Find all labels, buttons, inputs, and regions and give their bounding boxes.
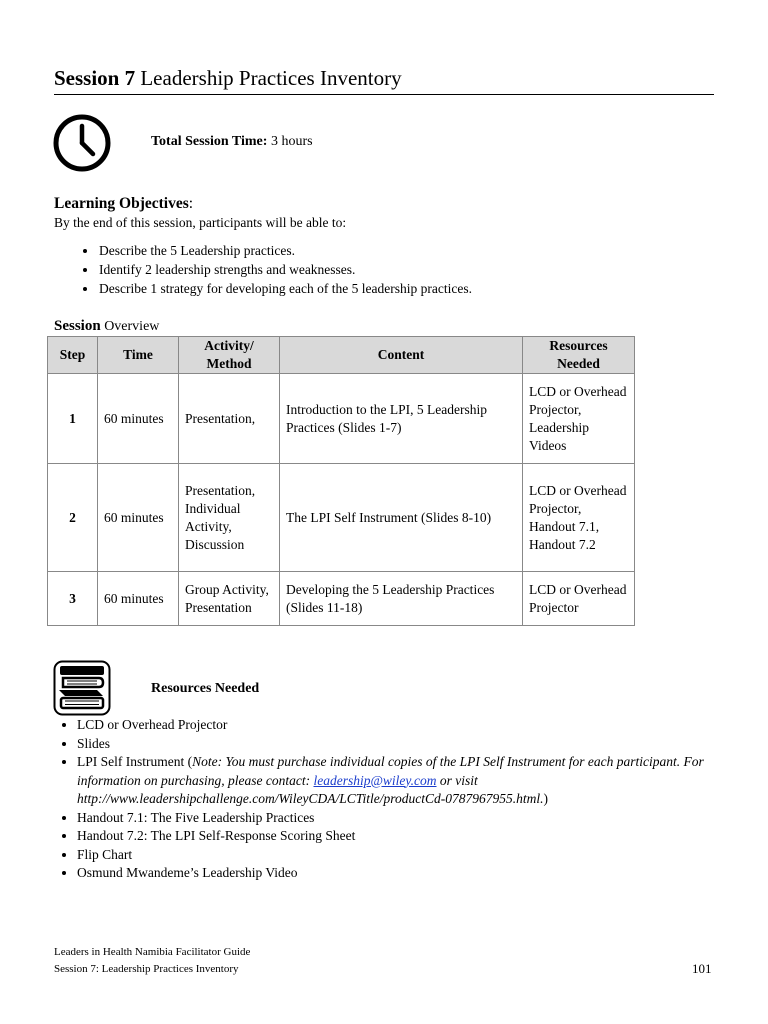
overview-label: Session Overview: [54, 318, 160, 334]
books-icon: [53, 660, 111, 716]
footer-guide-title: Leaders in Health Namibia Facilitator Guide: [54, 946, 251, 958]
lpi-note-url: or visit http://www.leadershipchallenge.com/WileyCDA/LCTitle/productCd-0787967955.html.: [77, 772, 544, 806]
table-row: [48, 572, 635, 626]
lpi-note: Note: You must purchase individual copies of the LPI Self Instrument for each participant. For information on purchasing, please contact:: [77, 754, 704, 788]
step-cell: 2: [48, 464, 98, 572]
content-cell: Developing the 5 Leadership Practices (Slides 11-18): [280, 572, 523, 626]
clock-icon: [52, 113, 112, 173]
step-cell: 1: [48, 374, 98, 464]
objectives-list: [54, 241, 738, 298]
table-row: [48, 374, 635, 464]
session-title: Leadership Practices Inventory: [135, 66, 402, 90]
objectives-intro: By the end of this session, participants will be able to:: [54, 215, 347, 230]
list-item: • Describe 1 strategy for developing each of the 5 leadership practices.: [98, 279, 738, 298]
list-item: • Describe the 5 Leadership practices.: [98, 241, 738, 260]
activity-cell: Presentation,: [179, 374, 280, 464]
time-cell: 60 minutes: [98, 572, 179, 626]
footer-session-title: Session 7: Leadership Practices Inventory: [54, 963, 239, 975]
column-header: Step: [48, 337, 98, 374]
resources-heading: Resources Needed: [151, 681, 260, 696]
resources-cell: LCD or Overhead Projector, Handout 7.1, Handout 7.2: [523, 464, 635, 572]
overview-table: [47, 336, 635, 626]
total-session-time: [151, 132, 313, 152]
column-header: Activity/ Method: [179, 337, 280, 374]
objectives-heading: Learning Objectives:: [54, 195, 194, 212]
list-item: • Handout 7.2: The LPI Self-Response Scoring Sheet: [77, 827, 717, 846]
column-header: Time: [98, 337, 179, 374]
list-item: • Osmund Mwandeme’s Leadership Video: [77, 864, 717, 883]
table-row: [48, 464, 635, 572]
page-number: 101: [692, 961, 712, 976]
time-value: 3 hours: [267, 134, 313, 149]
content-cell: The LPI Self Instrument (Slides 8-10): [280, 464, 523, 572]
time-cell: 60 minutes: [98, 464, 179, 572]
resources-cell: LCD or Overhead Projector: [523, 572, 635, 626]
resources-list: [54, 716, 717, 883]
column-header: Content: [280, 337, 523, 374]
list-item: • Slides: [77, 735, 717, 754]
content-cell: Introduction to the LPI, 5 Leadership Practices (Slides 1-7): [280, 374, 523, 464]
email-link[interactable]: leadership@wiley.com: [313, 772, 437, 788]
list-item: • LCD or Overhead Projector: [77, 716, 717, 735]
resources-cell: LCD or Overhead Projector, Leadership Videos: [523, 374, 635, 464]
page-header: [54, 64, 714, 95]
table-header-row: [48, 337, 635, 374]
session-number: Session 7: [54, 66, 136, 90]
activity-cell: Presentation, Individual Activity, Discussion: [179, 464, 280, 572]
list-item: • Identify 2 leadership strengths and weaknesses.: [98, 260, 738, 279]
list-item: • Flip Chart: [77, 846, 717, 865]
list-item: • LPI Self Instrument (Note: You must purchase individual copies of the LPI Self Instrument for each participant. For information on purchasing, please contact: leadership@wiley.com or visit http://www.leadershipchallenge.com/WileyCDA/LCTitle/productCd-0787967955.html.): [77, 753, 717, 809]
page-title: [54, 64, 714, 92]
time-cell: 60 minutes: [98, 374, 179, 464]
column-header: Resources Needed: [523, 337, 635, 374]
step-cell: 3: [48, 572, 98, 626]
time-label: Total Session Time:: [151, 134, 268, 149]
activity-cell: Group Activity, Presentation: [179, 572, 280, 626]
list-item: • Handout 7.1: The Five Leadership Practices: [77, 809, 717, 828]
